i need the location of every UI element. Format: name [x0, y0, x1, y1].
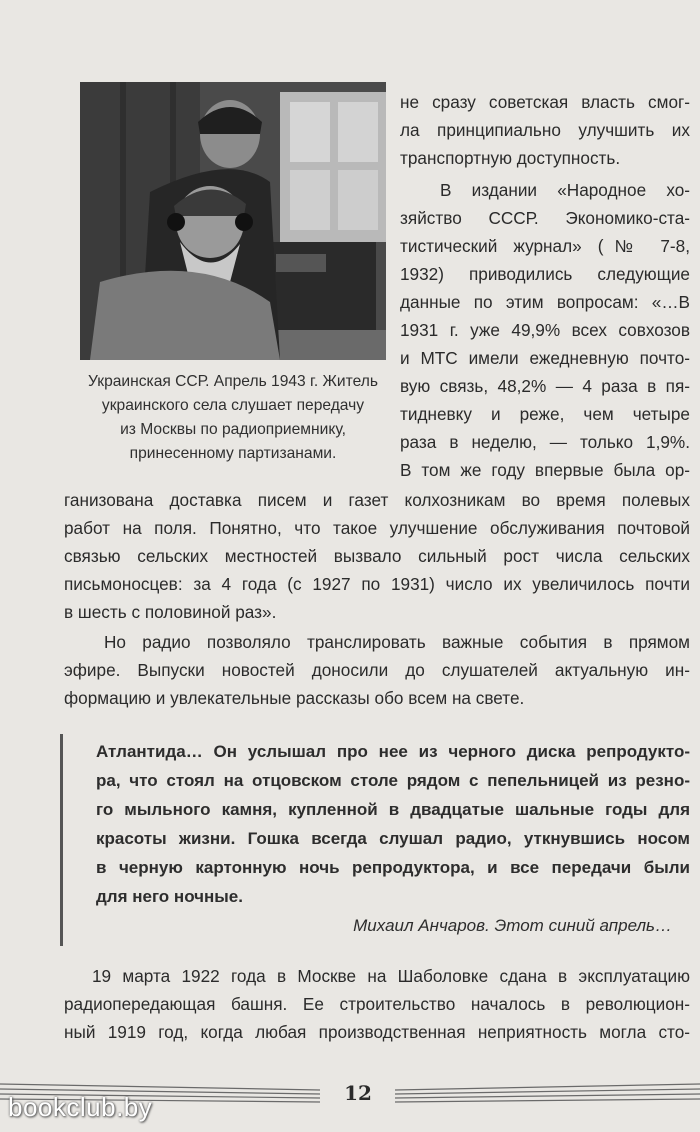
text-line: раза в неделю, — только 1,9%. [400, 432, 690, 452]
page-number: 12 [344, 1081, 372, 1105]
text-line: ный 1919 год, когда любая производственная неприятность могла сто- [64, 1022, 690, 1042]
text-line: 19 марта 1922 года в Москве на Шаболовке сдана в эксплуатацию [92, 966, 690, 986]
text-line: не сразу советская власть смог- [400, 92, 690, 112]
text-line: транспортную доступность. [400, 148, 621, 168]
quote-line: для него ночные. [96, 887, 243, 906]
text-line: вую связь, 48,2% — 4 раза в пя- [400, 376, 690, 396]
text-line: ганизована доставка писем и газет колхозникам во время полевых [64, 490, 690, 510]
text-line: радиопередающая башня. Ее строительство началось в революцион- [64, 994, 690, 1014]
caption-line: Украинская ССР. Апрель 1943 г. Житель [88, 373, 378, 390]
caption-line: принесенному партизанами. [129, 445, 337, 462]
quote-line: в черную картонную ночь репродуктора, и все передачи были [96, 858, 690, 877]
photograph-icon [80, 82, 386, 360]
text-line: Но радио позволяло транслировать важные события в прямом [104, 632, 690, 652]
text-line: данные по этим вопросам: «…В [400, 292, 690, 312]
text-line: ла принципиально улучшить их [400, 120, 690, 140]
quote-line: Атлантида… Он услышал про нее из черного диска репродукто- [96, 742, 690, 761]
caption-line: из Москвы по радиоприемнику, [120, 421, 346, 438]
text-line: В издании «Народное хо- [440, 180, 690, 200]
text-line: зяйство СССР. Экономико-ста- [400, 208, 690, 228]
quote-line: го мыльного камня, купленной в двадцатые шальные годы для [96, 800, 690, 819]
caption-line: украинского села слушает передачу [101, 397, 365, 414]
text-line: эфире. Выпуски новостей доносили до слушателей актуальную ин- [64, 660, 690, 680]
text-line: тидневку и реже, чем четыре [400, 404, 690, 424]
text-line: 1932) приводились следующие [400, 264, 690, 284]
historical-photo [80, 82, 386, 360]
text-line: 1931 г. уже 49,9% всех совхозов [400, 320, 690, 340]
text-line: в шесть с половиной раз». [64, 602, 277, 622]
text-line: В том же году впервые была ор- [400, 460, 690, 480]
photo-caption [70, 370, 396, 466]
text-line: связью сельских местностей вызвало сильный рост числа сельских [64, 546, 690, 566]
text-line: письмоносцев: за 4 года (с 1927 по 1931) число их увеличилось почти [64, 574, 690, 594]
text-line: работ на поля. Понятно, что такое улучшение обслуживания почтовой [64, 518, 690, 538]
watermark: bookclub.by [8, 1092, 153, 1122]
quote-line: красоты жизни. Гошка всегда слушал радио, уткнувшись носом [96, 829, 690, 848]
text-line: тистический журнал» (№ 7-8, [400, 236, 690, 256]
quote-bar [60, 734, 63, 946]
text-line: формацию и увлекательные рассказы обо всем на свете. [64, 688, 525, 708]
quote-attribution: Михаил Анчаров. Этот синий апрель… [353, 916, 672, 935]
text-line: и МТС имели ежедневную почто- [400, 348, 690, 368]
quote-line: ра, что стоял на отцовском столе рядом с пепельницей из резно- [96, 771, 690, 790]
